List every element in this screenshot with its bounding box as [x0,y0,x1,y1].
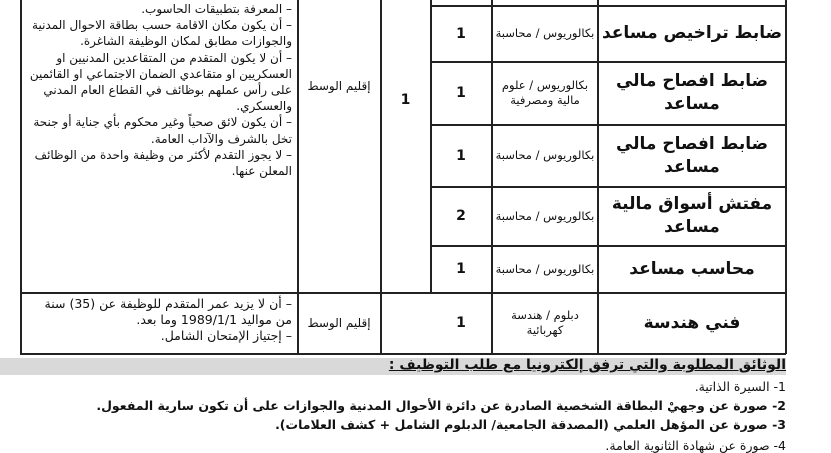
job-title: مفتش أسواق مالية مساعد [611,194,773,237]
condition-item: – أن يكون لائق صحياً وغير محكوم بأي جناية أو جنحة تخل بالشرف والآداب العامة. [33,115,292,146]
job-title: محاسب مساعد [629,258,755,279]
condition-item: – إجتياز الإمتحان الشامل. [160,328,292,344]
qualification: بكالوريوس / محاسبة [495,261,595,276]
qualification: بكالوريوس / محاسبة [495,208,595,223]
qualification: بكالوريوس / علوم مالية ومصرفية [501,78,589,107]
conditions-list [26,296,292,345]
job-title: ضابط تراخيص مساعد [601,23,783,43]
document-item: 2- صورة عن وجهيْ البطاقة الشخصية الصادرة عن دائرة الأحوال المدنية والجوازات على أن تكون سارية المفعول. [96,398,786,413]
conditions-list [26,1,292,179]
vacancy-count: 2 [456,208,466,224]
document-item: 3- صورة عن المؤهل العلمي (المصدقة الجامعية/ الدبلوم الشامل + كشف العلامات). [275,417,786,432]
document-item: 4- صورة عن شهادة الثانوية العامة. [605,438,786,453]
condition-item: – لا يجوز التقدم لأكثر من وظيفة واحدة من الوظائف المعلن عنها. [34,147,292,179]
condition-item: – أن يكون مكان الاقامة حسب بطاقة الاحوال المدنية والجوازات مطابق لمكان الوظيفة الشاغرة. [32,18,292,49]
vacancy-count: 1 [456,147,466,164]
documents-title: الوثائق المطلوبة والتي ترفق إلكترونيا مع طلب التوظيف : [388,357,786,373]
vacancy-count: 1 [456,315,466,331]
qualification: بكالوريوس / محاسبة [495,148,595,162]
job-title: ضابط افصاح مالي مساعد [615,71,769,114]
document-item: 1- السيرة الذاتية. [694,379,786,394]
vacancy-count: 1 [456,85,466,101]
group-total: 1 [400,91,411,108]
vacancy-count: 1 [456,261,466,277]
vacancy-count: 1 [456,25,466,42]
job-title: فني هندسة [643,312,741,333]
condition-item: – المعرفة بتطبيقات الحاسوب. [141,2,292,16]
condition-item: – أن لا يزيد عمر المتقدم للوظيفة عن (35) سنة من مواليد 1989/1/1 وما بعد. [44,296,292,328]
job-title: ضابط افصاح مالي مساعد [615,133,769,177]
condition-item: – أن لا يكون المتقدم من المتقاعدين المدنيين او العسكريين او متقاعدي الضمان الاجتماعي او القائمين على رأس عملهم بوظائف في القطاع العام المدني والعسكري. [29,50,292,114]
qualification: دبلوم / هندسة كهربائية [511,308,579,337]
region-label: إقليم الوسط [307,316,371,330]
qualification: بكالوريوس / محاسبة [495,26,595,40]
region-label: إقليم الوسط [307,79,371,93]
